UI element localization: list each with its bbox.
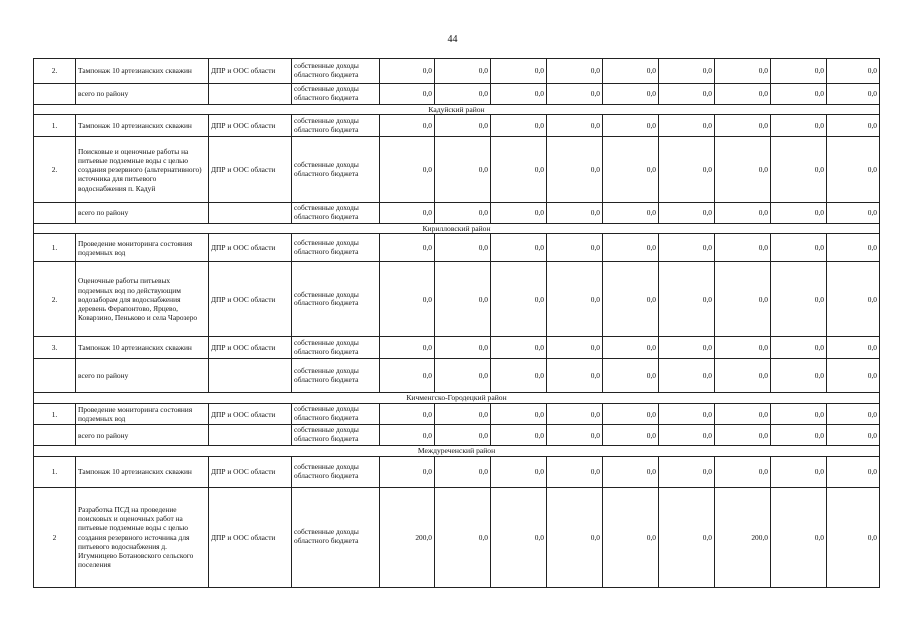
district-header-row — [34, 393, 880, 403]
table-row — [34, 403, 880, 425]
value-cell: 0,0 — [771, 115, 827, 137]
funding-source: собственные доходы областного бюджета — [292, 359, 380, 393]
value-cell: 200,0 — [715, 487, 771, 587]
value-cell: 0,0 — [547, 84, 603, 105]
executor-cell — [209, 425, 292, 446]
value-cell: 0,0 — [715, 262, 771, 337]
page-number: 44 — [447, 34, 458, 45]
activity-name: Проведение мониторинга состояния подземных вод — [76, 403, 209, 425]
activity-name: всего по району — [76, 359, 209, 393]
executor-cell — [209, 359, 292, 393]
value-cell: 0,0 — [491, 456, 547, 487]
funding-source: собственные доходы областного бюджета — [292, 203, 380, 224]
executor-cell: ДПР и ООС области — [209, 234, 292, 262]
value-cell: 0,0 — [380, 425, 435, 446]
value-cell: 0,0 — [659, 137, 715, 203]
value-cell: 0,0 — [435, 84, 491, 105]
value-cell: 0,0 — [771, 234, 827, 262]
value-cell: 0,0 — [603, 203, 659, 224]
activity-name: всего по району — [76, 425, 209, 446]
executor-cell: ДПР и ООС области — [209, 456, 292, 487]
value-cell: 0,0 — [380, 59, 435, 84]
value-cell: 0,0 — [380, 84, 435, 105]
value-cell: 0,0 — [659, 115, 715, 137]
budget-table — [33, 58, 880, 588]
value-cell: 0,0 — [603, 59, 659, 84]
value-cell: 0,0 — [715, 425, 771, 446]
district-title: Кирилловский район — [34, 223, 880, 233]
district-header-row — [34, 104, 880, 114]
value-cell: 0,0 — [715, 359, 771, 393]
activity-name: Проведение мониторинга состояния подземных вод — [76, 234, 209, 262]
funding-source: собственные доходы областного бюджета — [292, 262, 380, 337]
value-cell: 0,0 — [380, 137, 435, 203]
district-title: Кадуйский район — [34, 104, 880, 114]
value-cell: 0,0 — [715, 403, 771, 425]
activity-name: Тампонаж 10 артезианских скважин — [76, 115, 209, 137]
value-cell: 0,0 — [491, 84, 547, 105]
value-cell: 0,0 — [603, 425, 659, 446]
value-cell: 0,0 — [435, 262, 491, 337]
value-cell: 0,0 — [827, 84, 880, 105]
value-cell: 0,0 — [380, 234, 435, 262]
value-cell: 0,0 — [603, 337, 659, 359]
value-cell: 0,0 — [547, 137, 603, 203]
table-row — [34, 59, 880, 84]
funding-source: собственные доходы областного бюджета — [292, 84, 380, 105]
value-cell: 0,0 — [547, 337, 603, 359]
value-cell: 0,0 — [435, 115, 491, 137]
value-cell: 0,0 — [771, 59, 827, 84]
funding-source: собственные доходы областного бюджета — [292, 456, 380, 487]
value-cell: 0,0 — [491, 115, 547, 137]
executor-cell: ДПР и ООС области — [209, 115, 292, 137]
value-cell: 0,0 — [715, 337, 771, 359]
value-cell: 0,0 — [491, 359, 547, 393]
executor-cell: ДПР и ООС области — [209, 337, 292, 359]
value-cell: 0,0 — [603, 359, 659, 393]
value-cell: 0,0 — [435, 137, 491, 203]
value-cell: 0,0 — [715, 84, 771, 105]
value-cell: 0,0 — [491, 487, 547, 587]
table-row — [34, 137, 880, 203]
value-cell: 0,0 — [659, 456, 715, 487]
value-cell: 0,0 — [659, 84, 715, 105]
value-cell: 0,0 — [827, 203, 880, 224]
value-cell: 0,0 — [380, 337, 435, 359]
activity-name: всего по району — [76, 203, 209, 224]
value-cell: 0,0 — [547, 203, 603, 224]
row-number: 2 — [34, 487, 76, 587]
value-cell: 0,0 — [827, 456, 880, 487]
value-cell: 0,0 — [659, 203, 715, 224]
value-cell: 0,0 — [771, 456, 827, 487]
executor-cell — [209, 84, 292, 105]
executor-cell: ДПР и ООС области — [209, 59, 292, 84]
district-title: Кичменгско-Городецкий район — [34, 393, 880, 403]
value-cell: 0,0 — [659, 234, 715, 262]
executor-cell: ДПР и ООС области — [209, 487, 292, 587]
value-cell: 0,0 — [603, 84, 659, 105]
table-row — [34, 456, 880, 487]
table-row — [34, 359, 880, 393]
row-number — [34, 425, 76, 446]
row-number — [34, 84, 76, 105]
value-cell: 0,0 — [603, 137, 659, 203]
value-cell: 0,0 — [771, 359, 827, 393]
row-number — [34, 359, 76, 393]
value-cell: 0,0 — [380, 203, 435, 224]
value-cell: 0,0 — [603, 403, 659, 425]
table-row — [34, 203, 880, 224]
funding-source: собственные доходы областного бюджета — [292, 234, 380, 262]
value-cell: 0,0 — [659, 337, 715, 359]
value-cell: 200,0 — [380, 487, 435, 587]
value-cell: 0,0 — [435, 359, 491, 393]
value-cell: 0,0 — [435, 487, 491, 587]
value-cell: 0,0 — [771, 84, 827, 105]
value-cell: 0,0 — [547, 359, 603, 393]
table-row — [34, 234, 880, 262]
activity-name: Тампонаж 10 артезианских скважин — [76, 456, 209, 487]
executor-cell: ДПР и ООС области — [209, 137, 292, 203]
row-number: 1. — [34, 234, 76, 262]
activity-name: Поисковые и оценочные работы на питьевые подземные воды с целью создания резервного (альтернативного) источника для питьевого водоснабжения п. Кадуй — [76, 137, 209, 203]
value-cell: 0,0 — [827, 59, 880, 84]
value-cell: 0,0 — [380, 115, 435, 137]
value-cell: 0,0 — [603, 262, 659, 337]
value-cell: 0,0 — [715, 115, 771, 137]
value-cell: 0,0 — [491, 337, 547, 359]
value-cell: 0,0 — [547, 59, 603, 84]
value-cell: 0,0 — [491, 59, 547, 84]
row-number: 2. — [34, 59, 76, 84]
value-cell: 0,0 — [380, 456, 435, 487]
value-cell: 0,0 — [659, 487, 715, 587]
value-cell: 0,0 — [491, 234, 547, 262]
value-cell: 0,0 — [771, 425, 827, 446]
value-cell: 0,0 — [380, 262, 435, 337]
value-cell: 0,0 — [827, 425, 880, 446]
table-row — [34, 84, 880, 105]
value-cell: 0,0 — [435, 203, 491, 224]
value-cell: 0,0 — [715, 137, 771, 203]
funding-source: собственные доходы областного бюджета — [292, 403, 380, 425]
value-cell: 0,0 — [491, 137, 547, 203]
value-cell: 0,0 — [547, 456, 603, 487]
value-cell: 0,0 — [771, 337, 827, 359]
value-cell: 0,0 — [659, 403, 715, 425]
row-number: 2. — [34, 262, 76, 337]
value-cell: 0,0 — [827, 403, 880, 425]
value-cell: 0,0 — [827, 234, 880, 262]
value-cell: 0,0 — [603, 234, 659, 262]
value-cell: 0,0 — [827, 487, 880, 587]
value-cell: 0,0 — [827, 359, 880, 393]
row-number: 2. — [34, 137, 76, 203]
value-cell: 0,0 — [771, 487, 827, 587]
value-cell: 0,0 — [827, 337, 880, 359]
table-row — [34, 262, 880, 337]
value-cell: 0,0 — [435, 337, 491, 359]
value-cell: 0,0 — [715, 456, 771, 487]
funding-source: собственные доходы областного бюджета — [292, 487, 380, 587]
value-cell: 0,0 — [659, 359, 715, 393]
row-number: 1. — [34, 403, 76, 425]
table-row — [34, 115, 880, 137]
row-number: 1. — [34, 115, 76, 137]
value-cell: 0,0 — [435, 425, 491, 446]
value-cell: 0,0 — [603, 456, 659, 487]
activity-name: Оценочные работы питьевых подземных вод по действующим водозаборам для водоснабжения деревень Ферапонтово, Ярцево, Коварзино, Пеньково и села Чарозеро — [76, 262, 209, 337]
value-cell: 0,0 — [659, 262, 715, 337]
value-cell: 0,0 — [491, 425, 547, 446]
value-cell: 0,0 — [827, 137, 880, 203]
value-cell: 0,0 — [491, 403, 547, 425]
value-cell: 0,0 — [771, 403, 827, 425]
value-cell: 0,0 — [435, 59, 491, 84]
funding-source: собственные доходы областного бюджета — [292, 115, 380, 137]
value-cell: 0,0 — [380, 359, 435, 393]
value-cell: 0,0 — [771, 137, 827, 203]
value-cell: 0,0 — [603, 487, 659, 587]
district-header-row — [34, 446, 880, 456]
activity-name: Разработка ПСД на проведение поисковых и оценочных работ на питьевые подземные воды с целью создания резервного источника для питьевого водоснабжения д. Игумницево Ботановского сельского поселения — [76, 487, 209, 587]
value-cell: 0,0 — [827, 115, 880, 137]
value-cell: 0,0 — [547, 425, 603, 446]
value-cell: 0,0 — [547, 234, 603, 262]
activity-name: Тампонаж 10 артезианских скважин — [76, 59, 209, 84]
value-cell: 0,0 — [771, 203, 827, 224]
table-row — [34, 487, 880, 587]
value-cell: 0,0 — [827, 262, 880, 337]
executor-cell: ДПР и ООС области — [209, 403, 292, 425]
value-cell: 0,0 — [380, 403, 435, 425]
value-cell: 0,0 — [491, 203, 547, 224]
district-title: Междуреченский район — [34, 446, 880, 456]
table-row — [34, 337, 880, 359]
funding-source: собственные доходы областного бюджета — [292, 425, 380, 446]
activity-name: Тампонаж 10 артезианских скважин — [76, 337, 209, 359]
executor-cell: ДПР и ООС области — [209, 262, 292, 337]
value-cell: 0,0 — [771, 262, 827, 337]
row-number: 3. — [34, 337, 76, 359]
value-cell: 0,0 — [715, 203, 771, 224]
row-number — [34, 203, 76, 224]
table-body — [34, 59, 880, 588]
value-cell: 0,0 — [659, 425, 715, 446]
activity-name: всего по району — [76, 84, 209, 105]
value-cell: 0,0 — [435, 403, 491, 425]
value-cell: 0,0 — [547, 262, 603, 337]
executor-cell — [209, 203, 292, 224]
value-cell: 0,0 — [659, 59, 715, 84]
value-cell: 0,0 — [435, 456, 491, 487]
district-header-row — [34, 223, 880, 233]
funding-source: собственные доходы областного бюджета — [292, 59, 380, 84]
row-number: 1. — [34, 456, 76, 487]
value-cell: 0,0 — [715, 59, 771, 84]
value-cell: 0,0 — [547, 487, 603, 587]
funding-source: собственные доходы областного бюджета — [292, 337, 380, 359]
value-cell: 0,0 — [603, 115, 659, 137]
value-cell: 0,0 — [491, 262, 547, 337]
funding-source: собственные доходы областного бюджета — [292, 137, 380, 203]
table-row — [34, 425, 880, 446]
value-cell: 0,0 — [435, 234, 491, 262]
value-cell: 0,0 — [547, 115, 603, 137]
value-cell: 0,0 — [715, 234, 771, 262]
value-cell: 0,0 — [547, 403, 603, 425]
